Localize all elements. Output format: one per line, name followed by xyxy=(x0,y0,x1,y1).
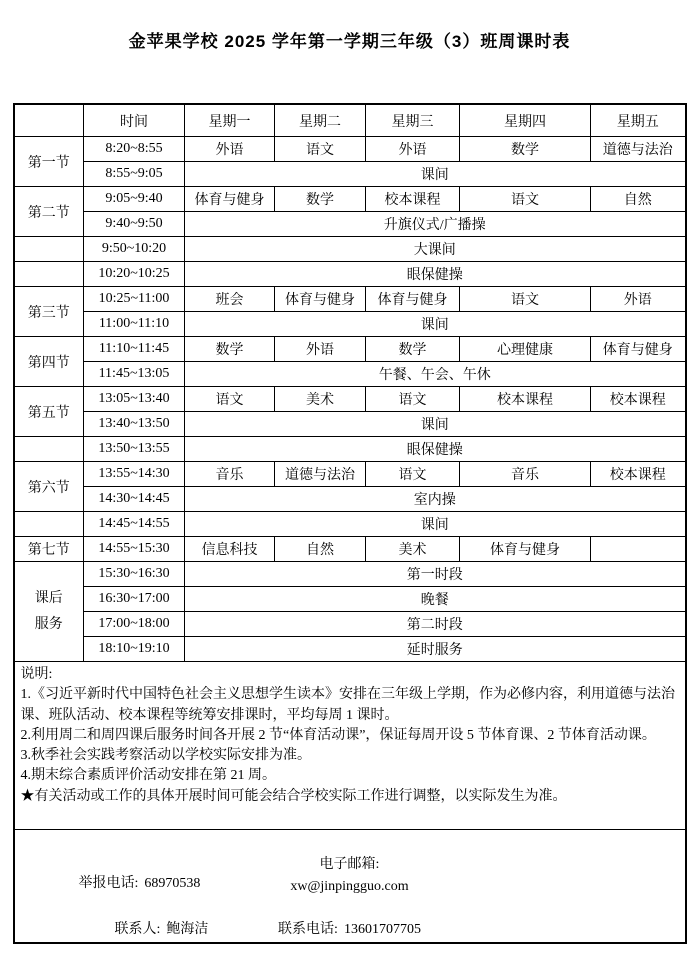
email-label: 电子邮箱: xyxy=(319,857,380,872)
period-label: 第二节 xyxy=(27,205,70,221)
subject-cell: 美术 xyxy=(366,537,460,562)
notes-list xyxy=(21,685,677,807)
page-title: 金苹果学校 2025 学年第一学期三年级（3）班周课时表 xyxy=(128,32,571,51)
activity-cell: 课间 xyxy=(185,412,686,437)
schedule-row xyxy=(14,137,686,162)
notes-section xyxy=(14,662,686,830)
subject-cell: 信息科技 xyxy=(185,537,275,562)
col-header-day: 星期二 xyxy=(275,104,366,137)
subject-cell: 外语 xyxy=(366,137,460,162)
period-cell xyxy=(14,387,84,437)
subject-cell: 道德与法治 xyxy=(275,462,366,487)
activity-cell: 眼保健操 xyxy=(185,262,686,287)
subject-cell: 数学 xyxy=(275,187,366,212)
subject-cell: 语文 xyxy=(185,387,275,412)
email-value: xw@jinpingguo.com xyxy=(290,879,409,894)
time-cell: 8:55~9:05 xyxy=(84,162,185,187)
schedule-row xyxy=(14,462,686,487)
note-item: ★有关活动或工作的具体开展时间可能会结合学校实际工作进行调整，以实际发生为准。 xyxy=(20,788,567,804)
subject-cell: 校本课程 xyxy=(591,462,686,487)
period-label: 第一节 xyxy=(27,155,70,171)
time-cell: 13:55~14:30 xyxy=(84,462,185,487)
period-label: 第七节 xyxy=(27,543,70,558)
period-cell xyxy=(14,237,84,262)
activity-cell: 课间 xyxy=(185,312,686,337)
contact-section xyxy=(14,830,686,944)
period-cell xyxy=(14,287,84,337)
subject-cell: 校本课程 xyxy=(591,387,686,412)
time-cell: 18:10~19:10 xyxy=(84,637,185,662)
col-header-time: 时间 xyxy=(84,104,185,137)
time-cell: 10:25~11:00 xyxy=(84,287,185,312)
subject-cell: 自然 xyxy=(275,537,366,562)
period-cell xyxy=(14,337,84,387)
note-item: 4.期末综合素质评价活动安排在第 21 周。 xyxy=(20,768,276,784)
schedule-row xyxy=(14,287,686,312)
schedule-row xyxy=(14,537,686,562)
activity-cell: 晚餐 xyxy=(185,587,686,612)
notes-block xyxy=(21,665,677,807)
activity-cell: 升旗仪式/广播操 xyxy=(185,212,686,237)
schedule-row xyxy=(14,212,686,237)
schedule-row xyxy=(14,562,686,587)
schedule-row xyxy=(14,512,686,537)
subject-cell: 外语 xyxy=(275,337,366,362)
header-row xyxy=(14,104,686,137)
notes-row xyxy=(14,662,686,830)
subject-cell: 体育与健身 xyxy=(366,287,460,312)
col-header-day: 星期五 xyxy=(591,104,686,137)
schedule-row xyxy=(14,162,686,187)
time-cell: 11:45~13:05 xyxy=(84,362,185,387)
time-cell: 11:10~11:45 xyxy=(84,337,185,362)
activity-cell: 课间 xyxy=(185,162,686,187)
subject-cell: 音乐 xyxy=(460,462,591,487)
email xyxy=(15,854,685,898)
time-cell: 17:00~18:00 xyxy=(84,612,185,637)
note-item: 3.秋季社会实践考察活动以学校实际安排为准。 xyxy=(20,748,311,764)
period-cell xyxy=(14,562,84,662)
subject-cell: 语文 xyxy=(366,462,460,487)
activity-cell: 课间 xyxy=(185,512,686,537)
schedule-row xyxy=(14,187,686,212)
subject-cell: 校本课程 xyxy=(460,387,591,412)
time-cell: 15:30~16:30 xyxy=(84,562,185,587)
report-phone-label: 举报电话: xyxy=(78,876,139,891)
period-cell xyxy=(14,187,84,237)
time-cell: 9:40~9:50 xyxy=(84,212,185,237)
schedule-row xyxy=(14,412,686,437)
time-cell: 9:50~10:20 xyxy=(84,237,185,262)
subject-cell: 音乐 xyxy=(185,462,275,487)
activity-cell: 第一时段 xyxy=(185,562,686,587)
activity-cell: 室内操 xyxy=(185,487,686,512)
time-cell: 10:20~10:25 xyxy=(84,262,185,287)
time-cell: 14:55~15:30 xyxy=(84,537,185,562)
col-header-day: 星期一 xyxy=(185,104,275,137)
subject-cell: 数学 xyxy=(366,337,460,362)
time-cell: 14:45~14:55 xyxy=(84,512,185,537)
schedule-row xyxy=(14,637,686,662)
period-cell xyxy=(14,512,84,537)
schedule-row xyxy=(14,337,686,362)
subject-cell: 心理健康 xyxy=(460,337,591,362)
contact-person-value: 鲍海洁 xyxy=(166,922,209,937)
contact-block xyxy=(15,830,685,942)
empty-cell xyxy=(591,537,686,562)
period-label: 第五节 xyxy=(27,405,70,421)
period-cell xyxy=(14,462,84,512)
time-cell: 16:30~17:00 xyxy=(84,587,185,612)
period-label: 课后服务 xyxy=(34,591,63,632)
activity-cell: 眼保健操 xyxy=(185,437,686,462)
subject-cell: 体育与健身 xyxy=(185,187,275,212)
schedule-row xyxy=(14,387,686,412)
contact-person-label: 联系人: xyxy=(114,922,161,937)
activity-cell: 第二时段 xyxy=(185,612,686,637)
schedule-row xyxy=(14,237,686,262)
period-label: 第四节 xyxy=(27,355,70,371)
timetable-body xyxy=(14,137,686,662)
subject-cell: 数学 xyxy=(460,137,591,162)
note-item: 1.《习近平新时代中国特色社会主义思想学生读本》安排在三年级上学期，作为必修内容，利用道德与法治课、班队活动、校本课程等统筹安排课时，平均每周 1 课时。 xyxy=(20,687,675,723)
corner-cell xyxy=(14,104,84,137)
schedule-row xyxy=(14,312,686,337)
timetable-page xyxy=(0,27,699,944)
subject-cell: 语文 xyxy=(366,387,460,412)
schedule-row xyxy=(14,587,686,612)
schedule-row xyxy=(14,362,686,387)
subject-cell: 外语 xyxy=(185,137,275,162)
contact-phone-label: 联系电话: xyxy=(278,922,338,937)
period-cell xyxy=(14,437,84,462)
schedule-row xyxy=(14,612,686,637)
contact-row xyxy=(14,830,686,944)
note-item: 2.利用周二和周四课后服务时间各开展 2 节“体育活动课”，保证每周开设 5 节体育课、2 节体育活动课。 xyxy=(20,727,656,743)
subject-cell: 语文 xyxy=(460,287,591,312)
period-cell xyxy=(14,137,84,187)
period-label: 第六节 xyxy=(27,480,70,496)
period-label: 第三节 xyxy=(27,305,70,321)
subject-cell: 体育与健身 xyxy=(275,287,366,312)
subject-cell: 语文 xyxy=(460,187,591,212)
subject-cell: 体育与健身 xyxy=(460,537,591,562)
subject-cell: 体育与健身 xyxy=(591,337,686,362)
period-cell xyxy=(14,262,84,287)
contact-phone xyxy=(15,918,685,938)
time-cell: 11:00~11:10 xyxy=(84,312,185,337)
subject-cell: 美术 xyxy=(275,387,366,412)
subject-cell: 外语 xyxy=(591,287,686,312)
subject-cell: 自然 xyxy=(591,187,686,212)
time-cell: 14:30~14:45 xyxy=(84,487,185,512)
subject-cell: 数学 xyxy=(185,337,275,362)
schedule-row xyxy=(14,487,686,512)
period-cell xyxy=(14,537,84,562)
activity-cell: 午餐、午会、午休 xyxy=(185,362,686,387)
subject-cell: 校本课程 xyxy=(366,187,460,212)
contact-phone-value: 13601707705 xyxy=(343,922,421,937)
schedule-row xyxy=(14,262,686,287)
subject-cell: 语文 xyxy=(275,137,366,162)
col-header-day: 星期三 xyxy=(366,104,460,137)
timetable xyxy=(13,103,687,944)
time-cell: 13:50~13:55 xyxy=(84,437,185,462)
subject-cell: 班会 xyxy=(185,287,275,312)
activity-cell: 大课间 xyxy=(185,237,686,262)
time-cell: 9:05~9:40 xyxy=(84,187,185,212)
schedule-row xyxy=(14,437,686,462)
subject-cell: 道德与法治 xyxy=(591,137,686,162)
col-header-day: 星期四 xyxy=(460,104,591,137)
time-cell: 13:05~13:40 xyxy=(84,387,185,412)
activity-cell: 延时服务 xyxy=(185,637,686,662)
report-phone-value: 68970538 xyxy=(144,876,201,891)
time-cell: 13:40~13:50 xyxy=(84,412,185,437)
notes-heading: 说明: xyxy=(20,667,53,682)
time-cell: 8:20~8:55 xyxy=(84,137,185,162)
